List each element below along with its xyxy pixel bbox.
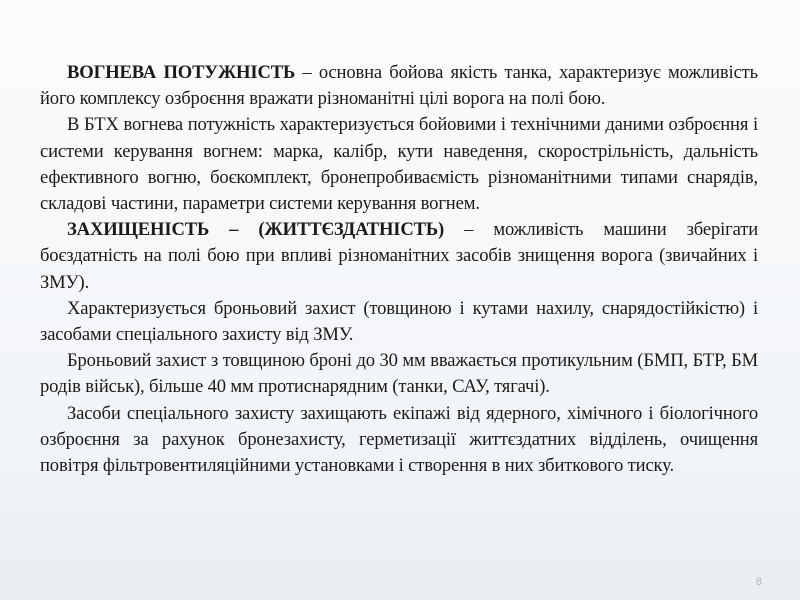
slide-body [40,60,758,479]
paragraph-text: – основна бойова якість танка, характеризує можливість його комплексу озброєння вражати різноманітні цілі ворога на полі бою. [40,62,758,110]
paragraph-armor-thickness [40,348,758,400]
page-number: 8 [755,576,762,588]
paragraph-text: Броньовий захист з товщиною броні до 30 мм вважається протикульним (БМП, БТР, БМ родів військ), більше 40 мм протиснарядним (танки, САУ, тягачі). [40,350,758,398]
term-firepower: ВОГНЕВА ПОТУЖНІСТЬ [67,62,296,83]
paragraph-text: Засоби спеціального захисту захищають екіпажі від ядерного, хімічного і біологічного озброєння за рахунок бронезахисту, герметизації життєздатних відділень, очищення повітря фільтровентиляційними установками і створення в них збиткового тиску. [40,402,758,477]
paragraph-text: Характеризується броньовий захист (товщиною і кутами нахилу, снарядостійкістю) і засобами спеціального захисту від ЗМУ. [40,297,758,346]
paragraph-firepower-details [40,112,758,217]
paragraph-protection [40,217,758,296]
paragraph-firepower [40,60,758,112]
term-protection: ЗАХИЩЕНІСТЬ – (ЖИТТЄЗДАТНІСТЬ) [67,219,445,241]
paragraph-text: – можливість машини зберігати боєздатність на полі бою при впливі різноманітних засобів знищення ворога (звичайних і ЗМУ). [40,219,758,293]
paragraph-special-protection [40,401,758,480]
paragraph-text: В БТХ вогнева потужність характеризується бойовими і технічними даними озброєння і системи керування вогнем: марка, калібр, кути наведення, скорострільність, дальність ефективного вогню, боєкомплект, бронепробиваємість різноманітними типами снарядів, складові частини, параметри системи керування вогнем. [40,114,758,215]
paragraph-armor-characteristics [40,296,758,348]
